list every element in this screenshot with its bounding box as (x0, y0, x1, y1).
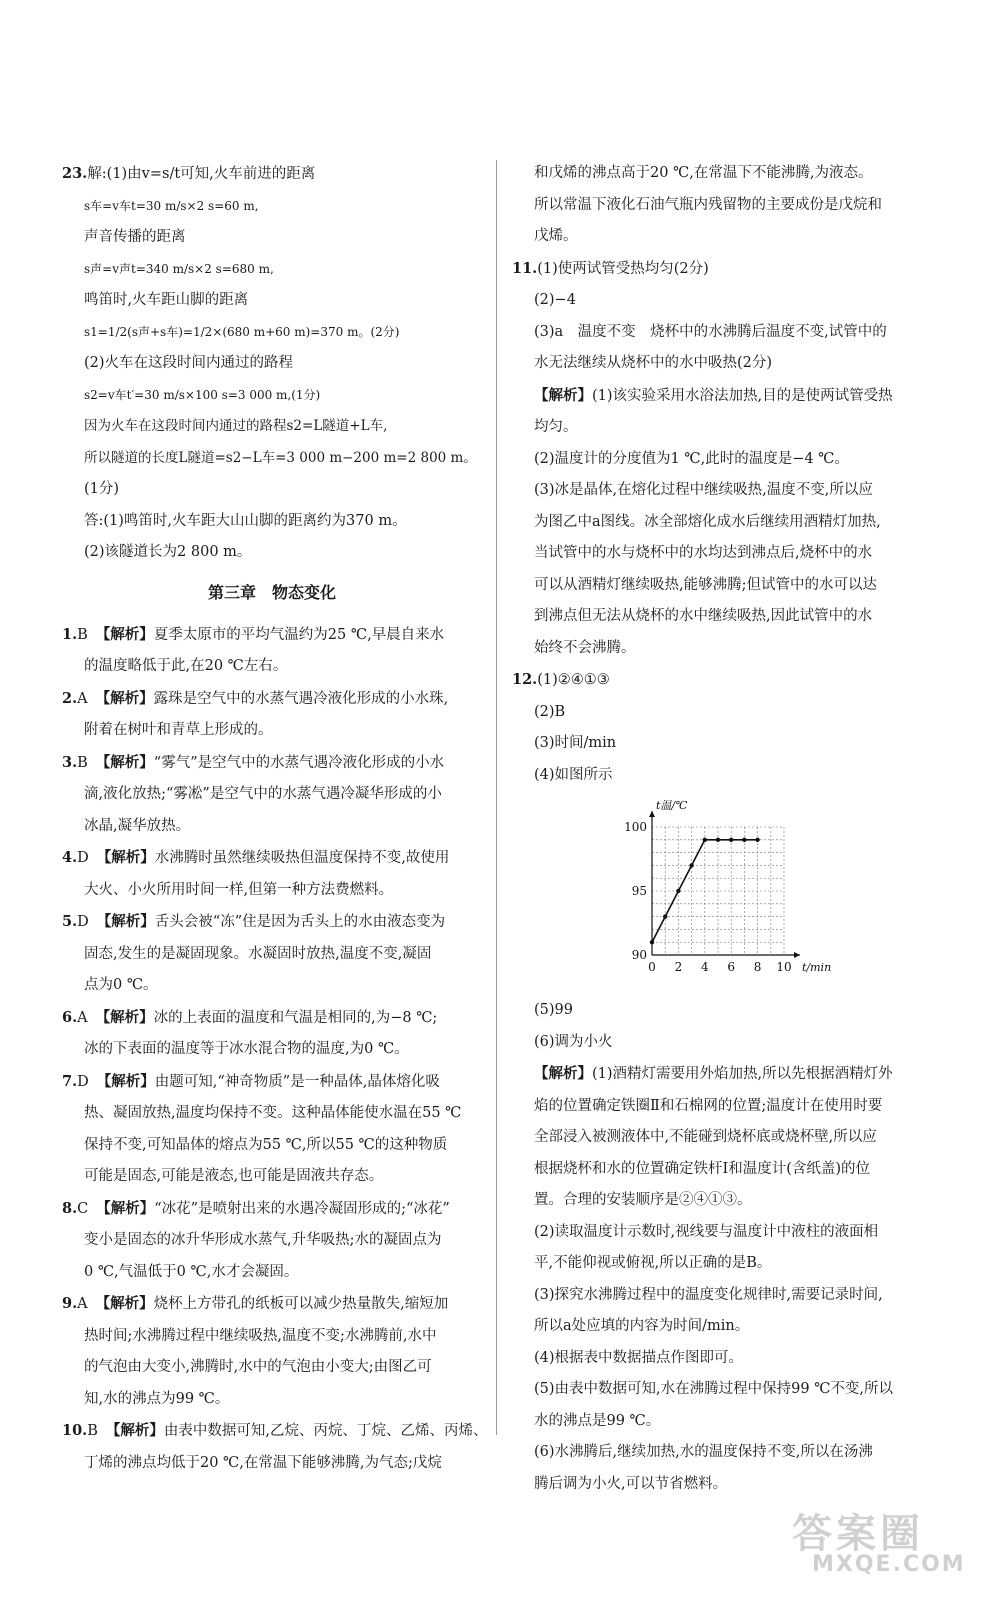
question-number: 8. (62, 1199, 78, 1217)
question-number: 3. (62, 753, 78, 771)
question-number: 4. (62, 849, 78, 866)
analysis-line: 冰的上表面的温度和气温是相同的,为−8 ℃; (153, 1009, 438, 1026)
column-divider (496, 160, 497, 1435)
answer-item (62, 1002, 482, 1066)
answer-line: (2)B (534, 703, 566, 720)
analysis-line: “雾气”是空气中的水蒸气遇冷液化形成的小水 (153, 754, 445, 771)
question-number: 5. (62, 913, 78, 930)
answer-line: (3)a 温度不变 烧杯中的水沸腾后温度不变,试管中的 (534, 323, 887, 340)
question-number: 6. (62, 1008, 78, 1026)
answer-line: 戊烯。 (534, 228, 578, 244)
answer-line: (1)②④①③ (537, 672, 610, 688)
y-tick-label: 100 (624, 820, 647, 834)
analysis-line: 烧杯上方带孔的纸板可以减少热量散失,缩短加 (153, 1296, 449, 1312)
answer-line: 所以常温下液化石油气瓶内残留物的主要成份是戊烷和 (534, 196, 882, 213)
answer-line: (3)时间/min (534, 735, 617, 751)
answer-line: (5)99 (534, 1002, 573, 1018)
analysis-tag: 【解析】 (95, 689, 154, 707)
answer-choice: D (77, 914, 89, 930)
analysis-line: 大火、小火所用时间一样,但第一种方法费燃料。 (84, 881, 394, 898)
answer-choice: B (87, 1423, 98, 1439)
analysis-line: 置。合理的安装顺序是②④①③。 (534, 1192, 752, 1208)
analysis-line: (6)水沸腾后,继续加热,水的温度保持不变,所以在汤沸 (534, 1444, 873, 1460)
answer-line: 答:(1)鸣笛时,火车距大山山脚的距离约为370 m。 (84, 512, 407, 529)
analysis-line: 全部浸入被测液体中,不能碰到烧杯底或烧杯壁,所以应 (534, 1129, 877, 1145)
temperature-chart (512, 795, 942, 995)
question-23 (62, 158, 482, 569)
analysis-line: (5)由表中数据可知,水在沸腾过程中保持99 ℃不变,所以 (534, 1381, 894, 1397)
answer-line: 水无法继续从烧杯中的水中吸热(2分) (534, 355, 773, 371)
analysis-line: (1)酒精灯需要用外焰加热,所以先根据酒精灯外 (592, 1066, 893, 1082)
answer-item (62, 906, 482, 1002)
analysis-line: 丁烯的沸点均低于20 ℃,在常温下能够沸腾,为气态;戊烷 (84, 1454, 442, 1471)
analysis-line: 到沸点但无法从烧杯的水中继续吸热,因此试管中的水 (534, 608, 873, 624)
question-number: 12. (512, 671, 538, 688)
answer-line: (2)−4 (534, 292, 576, 308)
question-12 (512, 664, 942, 1500)
answer-line: (2)火车在这段时间内通过的路程 (84, 355, 294, 371)
question-number: 10. (62, 1422, 88, 1439)
answer-choice: D (77, 1073, 89, 1090)
question-number: 9. (62, 1295, 78, 1312)
analysis-line: “冰花”是喷射出来的水遇冷凝固形成的;“冰花” (154, 1200, 450, 1217)
answer-line: (6)调为小火 (534, 1033, 613, 1050)
analysis-tag: 【解析】 (95, 625, 154, 643)
analysis-tag: 【解析】 (96, 913, 155, 930)
analysis-line: (2)读取温度计示数时,视线要与温度计中液柱的液面相 (534, 1223, 879, 1240)
analysis-tag: 【解析】 (95, 1008, 154, 1026)
answer-choice: D (77, 850, 89, 866)
data-point (716, 838, 720, 842)
answer-item (62, 619, 482, 683)
answer-line: (4)如图所示 (534, 766, 613, 783)
answer-line: (2)该隧道长为2 800 m。 (84, 544, 252, 560)
analysis-line: 焰的位置确定铁圈Ⅱ和石棉网的位置;温度计在使用时要 (534, 1097, 883, 1114)
y-tick-label: 90 (631, 948, 647, 962)
temperature-time-graph (614, 795, 844, 995)
analysis-line: (3)探究水沸腾过程中的温度变化规律时,需要记录时间, (534, 1286, 883, 1303)
analysis-line: 始终不会沸腾。 (534, 639, 636, 656)
answer-choice: B (77, 626, 88, 643)
analysis-line: 点为0 ℃。 (84, 977, 158, 993)
analysis-tag: 【解析】 (534, 386, 592, 404)
y-axis-label: t温/℃ (656, 799, 688, 812)
answer-choice: A (77, 690, 88, 707)
analysis-line: 0 ℃,气温低于0 ℃,水才会凝固。 (84, 1263, 299, 1280)
analysis-line: 的气泡由大变小,沸腾时,水中的气泡由小变大;由图乙可 (84, 1359, 432, 1375)
analysis-line: 附着在树叶和青草上形成的。 (84, 722, 273, 738)
answer-item (62, 747, 482, 843)
y-tick-label: 95 (631, 884, 647, 898)
analysis-line: 变小是固态的冰升华形成水蒸气,升华吸热;水的凝固点为 (84, 1232, 442, 1248)
analysis-tag: 【解析】 (105, 1422, 164, 1439)
analysis-line: 由表中数据可知,乙烷、丙烷、丁烷、乙烯、丙烯、 (163, 1423, 488, 1439)
x-tick-label: 10 (776, 960, 792, 974)
answer-list (62, 619, 488, 1480)
data-point (742, 838, 746, 842)
analysis-line: 水沸腾时虽然继续吸热但温度保持不变,故使用 (154, 850, 450, 866)
site-watermark (782, 1502, 982, 1582)
question-number: 23. (62, 165, 88, 182)
analysis-line: (1)该实验采用水浴法加热,目的是使两试管受热 (592, 387, 893, 404)
x-tick-label: 6 (727, 960, 736, 974)
question-number: 7. (62, 1072, 78, 1090)
analysis-line: 根据烧杯和水的位置确定铁杆Ⅰ和温度计(含纸盖)的位 (534, 1160, 871, 1177)
chapter-title: 第三章 物态变化 (207, 582, 336, 602)
analysis-line: (4)根据表中数据描点作图即可。 (534, 1349, 744, 1366)
analysis-line: 舌头会被“冻”住是因为舌头上的水由液态变为 (154, 914, 446, 930)
analysis-line: 滴,液化放热;“雾凇”是空气中的水蒸气遇冷凝华形成的小 (84, 786, 442, 802)
answer-line: (1分) (84, 481, 120, 497)
analysis-line: 冰的下表面的温度等于冰水混合物的温度,为0 ℃。 (84, 1041, 409, 1057)
question-number: 11. (512, 259, 538, 277)
data-point (663, 914, 667, 918)
analysis-line: 可以从酒精灯继续吸热,能够沸腾;但试管中的水可以达 (534, 576, 877, 593)
data-point (755, 838, 759, 842)
x-tick-label: 0 (648, 960, 656, 974)
analysis-line: (2)温度计的分度值为1 ℃,此时的温度是−4 ℃。 (534, 450, 849, 467)
answer-choice: C (77, 1200, 89, 1217)
left-column (62, 158, 488, 1479)
watermark-url: MXQE.COM (812, 1552, 966, 1577)
analysis-line: (3)冰是晶体,在熔化过程中继续吸热,温度不变,所以应 (534, 482, 873, 498)
answer-line: s声=v声t=340 m/s×2 s=680 m, (84, 261, 274, 276)
answer-choice: A (77, 1296, 88, 1312)
analysis-tag: 【解析】 (534, 1065, 592, 1082)
watermark-text: 答案圈 (792, 1511, 924, 1557)
x-axis-label: t/min (802, 961, 832, 974)
answer-item (62, 683, 482, 747)
analysis-line: 夏季太原市的平均气温约为25 ℃,早晨自来水 (153, 626, 445, 643)
question-11 (512, 253, 942, 665)
analysis-line: 水的沸点是99 ℃。 (534, 1412, 661, 1429)
x-tick-label: 2 (674, 960, 683, 974)
answer-item (62, 1066, 482, 1193)
analysis-line: 为图乙中a图线。冰全部熔化成水后继续用酒精灯加热, (534, 513, 881, 530)
analysis-line: 所以a处应填的内容为时间/min。 (534, 1318, 750, 1334)
x-axis-arrow (794, 952, 800, 958)
analysis-line: 当试管中的水与烧杯中的水均达到沸点后,烧杯中的水 (534, 545, 873, 561)
data-point (729, 838, 733, 842)
answer-line: 所以隧道的长度L隧道=s2−L车=3 000 m−200 m=2 800 m。 (84, 449, 477, 466)
analysis-line: 腾后调为小火,可以节省燃料。 (534, 1475, 728, 1492)
x-tick-label: 4 (700, 960, 709, 974)
analysis-line: 热时间;水沸腾过程中继续吸热,温度不变;水沸腾前,水中 (84, 1327, 437, 1344)
answer-item (62, 842, 482, 906)
right-column (512, 158, 942, 1500)
data-point (676, 889, 680, 893)
analysis-line: 露珠是空气中的水蒸气遇冷液化形成的小水珠, (153, 690, 449, 707)
analysis-line: 可能是固态,可能是液态,也可能是固液共存态。 (84, 1168, 384, 1184)
analysis-line: 的温度略低于此,在20 ℃左右。 (84, 658, 288, 674)
analysis-tag: 【解析】 (95, 753, 154, 771)
answer-item (62, 1193, 482, 1289)
answer-item (62, 1288, 482, 1415)
data-point (703, 838, 707, 842)
analysis-line: 由题可知,“神奇物质”是一种晶体,晶体熔化吸 (154, 1073, 440, 1090)
answer-line: 解:(1)由v=s/t可知,火车前进的距离 (87, 166, 316, 182)
analysis-line: 知,水的沸点为99 ℃。 (84, 1390, 230, 1407)
analysis-tag: 【解析】 (96, 849, 155, 866)
analysis-line: 固态,发生的是凝固现象。水凝固时放热,温度不变,凝固 (84, 945, 432, 962)
answer-choice: A (77, 1009, 88, 1026)
analysis-tag: 【解析】 (96, 1199, 155, 1217)
answer-line: 和戊烯的沸点高于20 ℃,在常温下不能沸腾,为液态。 (534, 165, 873, 181)
analysis-tag: 【解析】 (96, 1072, 155, 1090)
answer-line: s车=v车t=30 m/s×2 s=60 m, (84, 198, 259, 213)
answer-choice: B (77, 754, 88, 771)
answer-line: s2=v车t′=30 m/s×100 s=3 000 m,(1分) (84, 387, 321, 402)
analysis-line: 保持不变,可知晶体的熔点为55 ℃,所以55 ℃的这种物质 (84, 1136, 448, 1153)
answer-line: 因为火车在这段时间内通过的路程s2=L隧道+L车, (84, 418, 388, 434)
answer-line: 声音传播的距离 (84, 229, 186, 245)
answer-item (62, 1415, 488, 1479)
analysis-tag: 【解析】 (95, 1295, 154, 1312)
analysis-line: 热、凝固放热,温度均保持不变。这种晶体能使水温在55 ℃ (84, 1105, 462, 1121)
answer-line: s1=1/2(s声+s车)=1/2×(680 m+60 m)=370 m。(2分) (84, 324, 400, 339)
question-number: 1. (62, 625, 78, 643)
question-number: 2. (62, 689, 78, 707)
answer-line: (1)使两试管受热均匀(2分) (537, 260, 709, 277)
question-10-continued (512, 158, 942, 253)
answer-line: 鸣笛时,火车距山脚的距离 (84, 292, 249, 308)
analysis-line: 冰晶,凝华放热。 (84, 817, 191, 834)
data-point (650, 940, 654, 944)
analysis-line: 均匀。 (534, 419, 578, 435)
data-point (689, 863, 693, 867)
y-axis-arrow (649, 811, 655, 817)
x-tick-label: 8 (753, 960, 762, 974)
analysis-line: 平,不能仰视或俯视,所以正确的是B。 (534, 1255, 772, 1271)
